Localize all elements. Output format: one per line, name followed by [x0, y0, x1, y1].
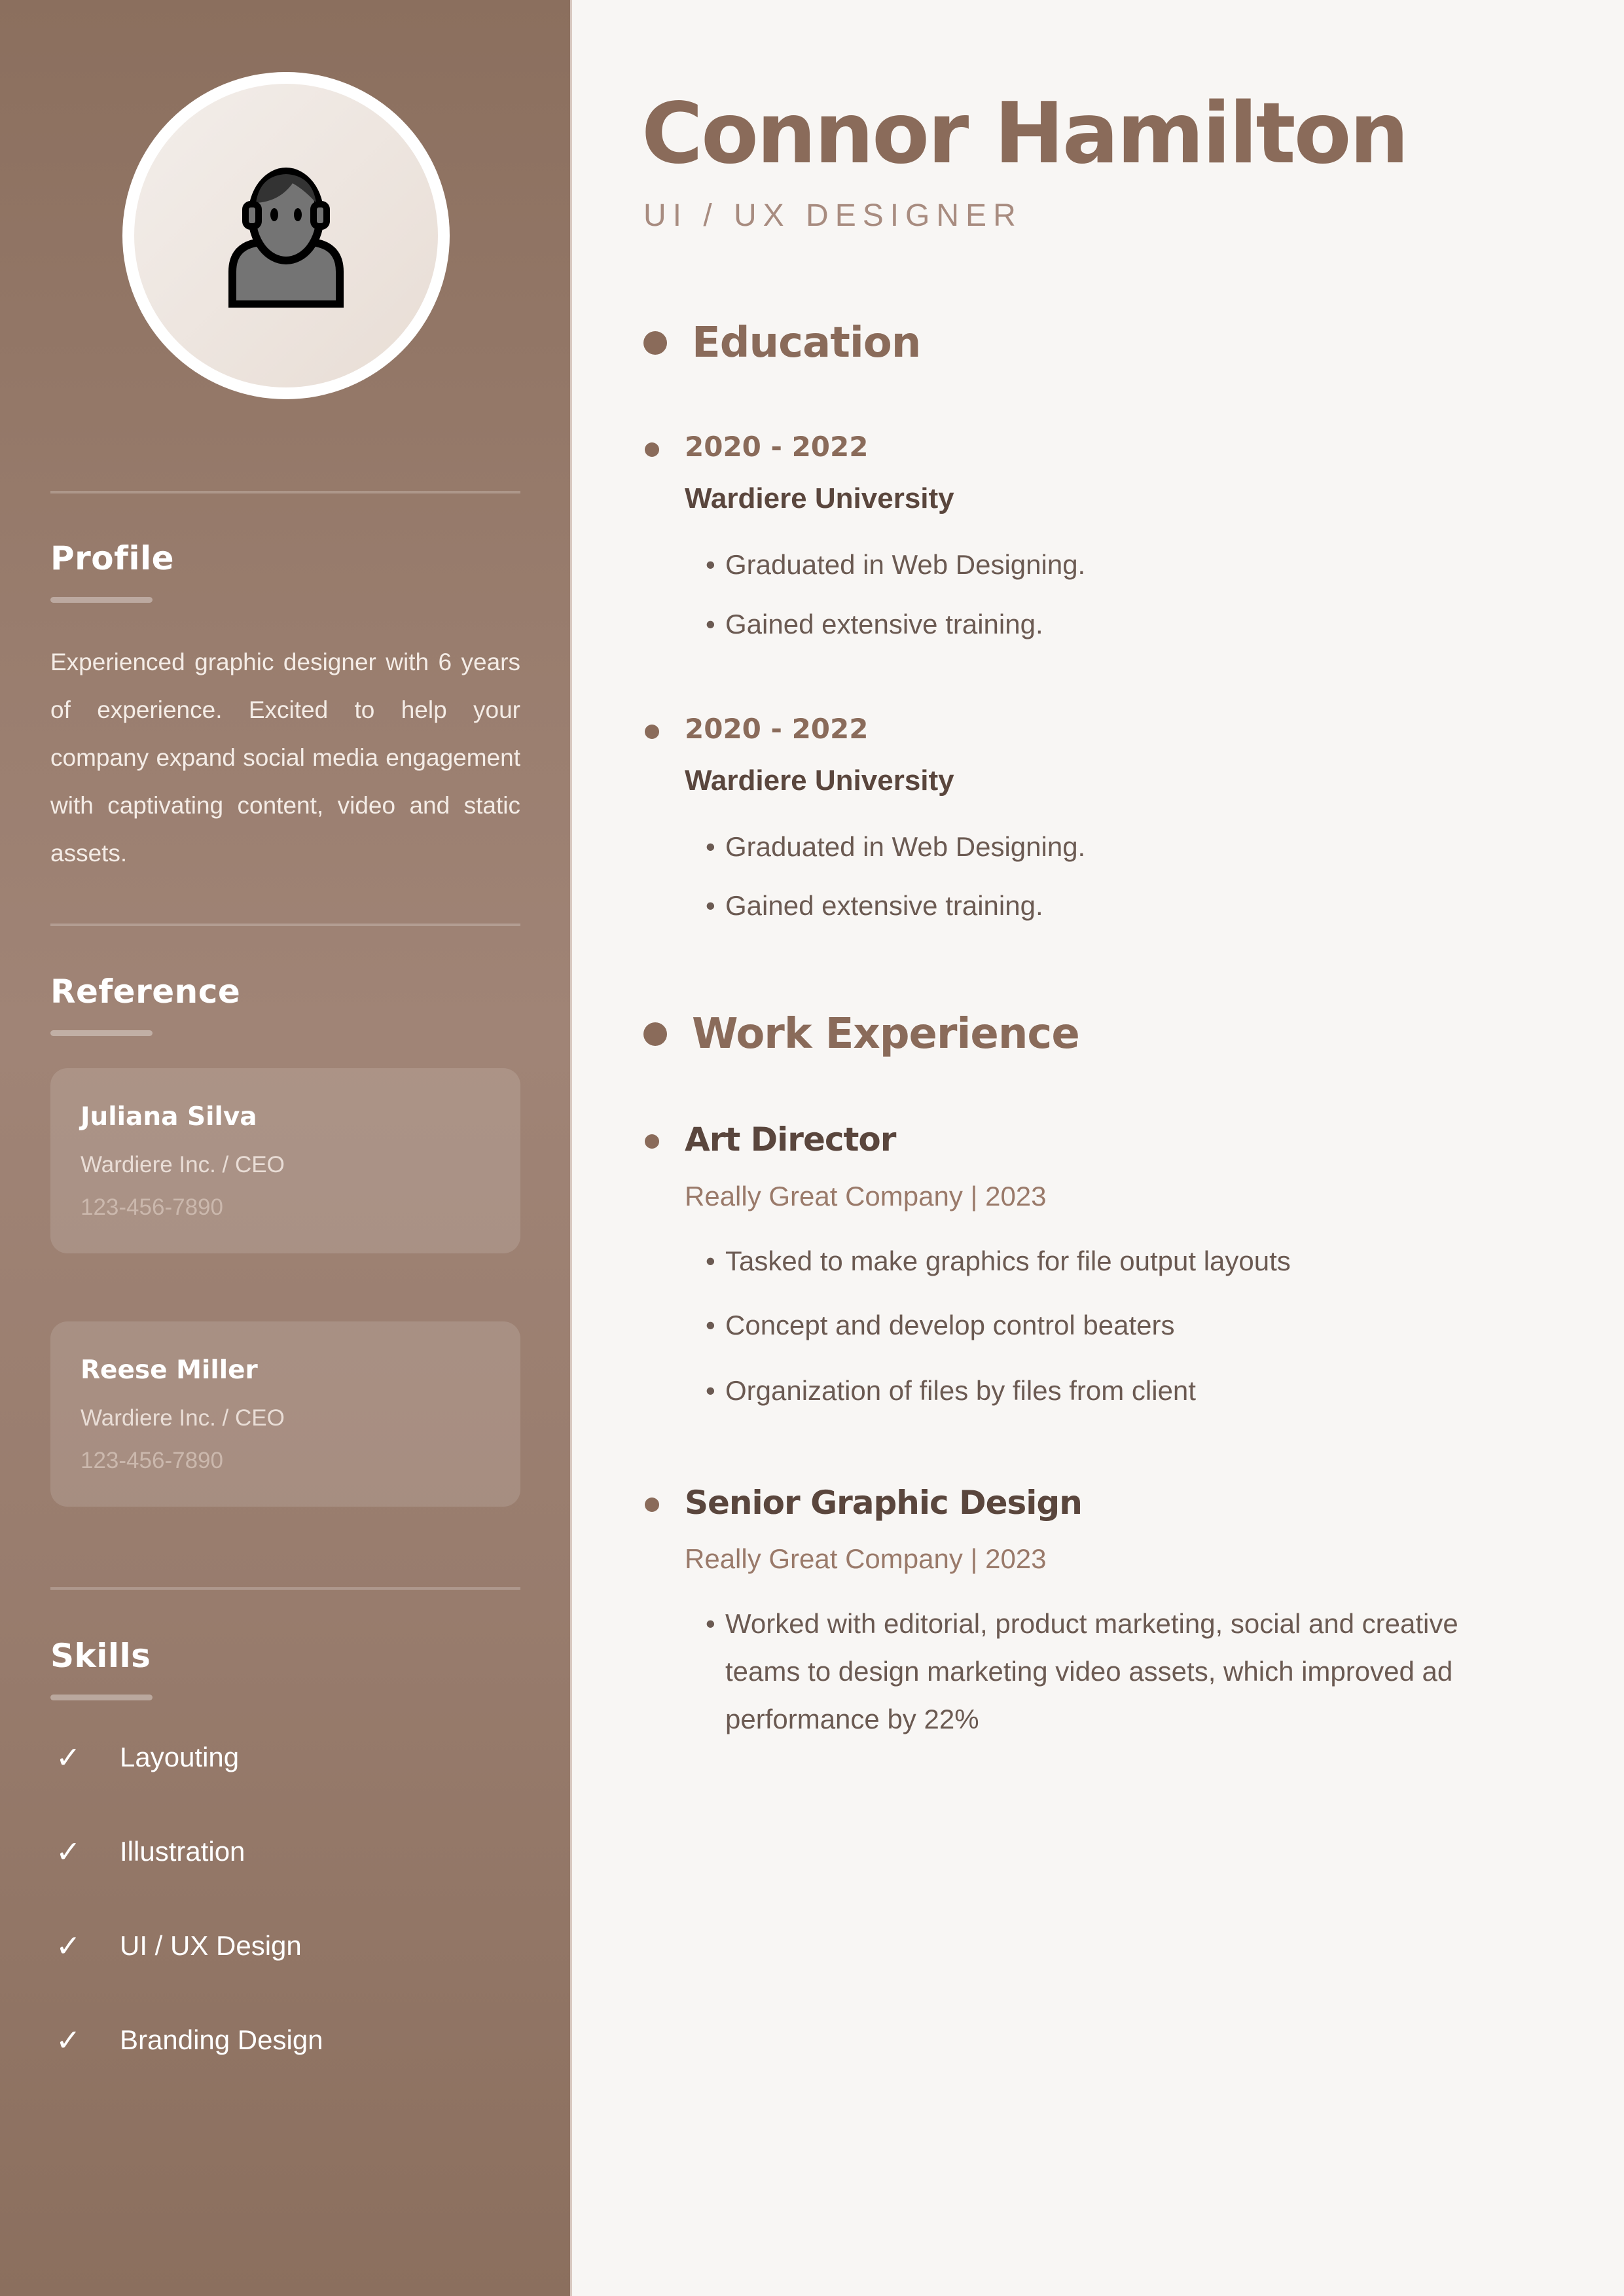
section-title: Education — [692, 319, 921, 367]
avatar-frame — [134, 84, 438, 387]
reference-title: Reference — [50, 973, 241, 1011]
education-point: • Gained extensive training. — [706, 600, 1043, 648]
skill-item — [56, 2017, 323, 2063]
profile-underline — [50, 597, 153, 603]
skills-title: Skills — [50, 1637, 151, 1675]
job-point: • Concept and develop control beaters — [706, 1301, 1174, 1349]
reference-card — [50, 1068, 520, 1253]
education-heading — [643, 317, 920, 369]
job-title: Senior Graphic Design — [685, 1484, 1082, 1522]
education-institution: Wardiere University — [685, 482, 954, 514]
education-point: • Graduated in Web Designing. — [706, 823, 1085, 870]
avatar — [122, 72, 450, 399]
reference-phone: 123-456-7890 — [81, 1194, 223, 1220]
profile-text: Experienced graphic designer with 6 years of experience. Excited to help your company expand social media engagement with captivating content, video and static assets. — [50, 649, 520, 867]
reference-card — [50, 1321, 520, 1507]
check-icon: ✓ — [56, 2022, 81, 2058]
education-dates: 2020 - 2022 — [685, 713, 869, 745]
education-dates: 2020 - 2022 — [685, 431, 869, 463]
bullet-dot-icon — [645, 442, 659, 457]
skills-underline — [50, 1695, 153, 1700]
profile-title: Profile — [50, 539, 175, 577]
job-point: • Tasked to make graphics for file output layouts — [706, 1237, 1291, 1285]
skill-item — [56, 1829, 245, 1874]
reference-name: Reese Miller — [81, 1355, 258, 1385]
skill-label: UI / UX Design — [120, 1930, 302, 1961]
reference-name: Juliana Silva — [81, 1102, 257, 1132]
skill-label: Layouting — [120, 1742, 240, 1772]
education-institution: Wardiere University — [685, 764, 954, 797]
education-point: • Graduated in Web Designing. — [706, 541, 1085, 588]
experience-heading — [643, 1008, 1079, 1060]
skill-label: Branding Design — [120, 2024, 323, 2055]
reference-role: Wardiere Inc. / CEO — [81, 1405, 285, 1431]
divider — [50, 1587, 520, 1590]
bullet-dot-icon — [645, 1498, 659, 1512]
bullet-dot-icon — [643, 1022, 667, 1046]
check-icon: ✓ — [56, 1834, 81, 1869]
skill-item — [56, 1734, 239, 1780]
reference-underline — [50, 1030, 153, 1036]
divider — [50, 924, 520, 926]
person-icon — [227, 164, 345, 308]
job-point: • Worked with editorial, product marketing, social and creative teams to design marketing video assets, which improved ad performance by 22% — [706, 1600, 1511, 1743]
reference-role: Wardiere Inc. / CEO — [81, 1152, 285, 1177]
job-title: Art Director — [685, 1121, 896, 1158]
bullet-dot-icon — [645, 725, 659, 739]
job-company: Really Great Company | 2023 — [685, 1543, 1047, 1574]
skill-label: Illustration — [120, 1836, 245, 1867]
reference-phone: 123-456-7890 — [81, 1448, 223, 1473]
section-title: Work Experience — [692, 1010, 1079, 1058]
check-icon: ✓ — [56, 1740, 81, 1775]
bullet-dot-icon — [643, 331, 667, 355]
sidebar — [0, 0, 572, 2296]
page-title: Connor Hamilton — [641, 85, 1407, 183]
education-point: • Gained extensive training. — [706, 882, 1043, 929]
job-point: • Organization of files by files from client — [706, 1367, 1196, 1414]
job-role: UI / UX DESIGNER — [643, 198, 1022, 233]
skill-item — [56, 1923, 302, 1969]
job-company: Really Great Company | 2023 — [685, 1181, 1047, 1211]
bullet-dot-icon — [645, 1134, 659, 1149]
divider — [50, 491, 520, 493]
check-icon: ✓ — [56, 1928, 81, 1964]
